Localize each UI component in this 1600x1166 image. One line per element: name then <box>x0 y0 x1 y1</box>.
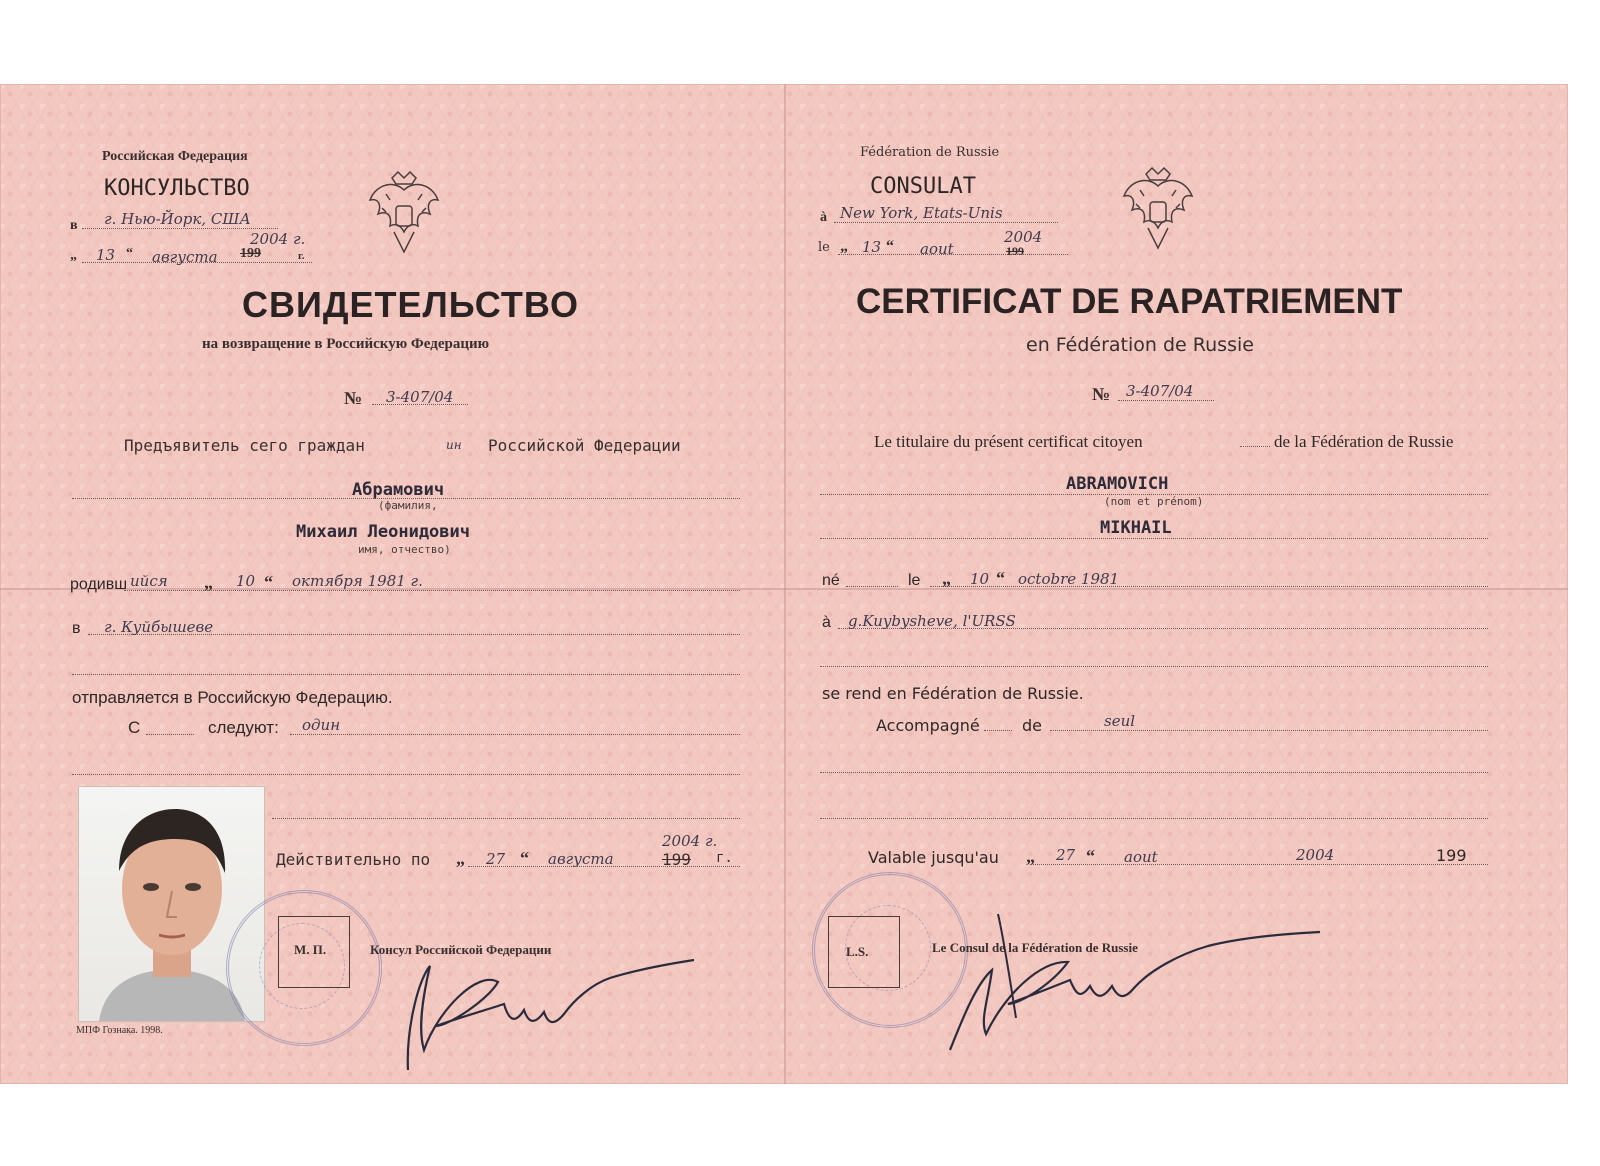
right-le-label: le <box>818 240 830 255</box>
right-bearer-line <box>1240 446 1270 447</box>
right-valid-day: 27 <box>1056 846 1076 864</box>
left-accomp-c-line <box>146 734 194 735</box>
left-date-month: августа <box>152 248 218 266</box>
left-valid-quote-close: “ <box>520 848 529 868</box>
right-accomp-line-2 <box>820 772 1488 773</box>
right-born-quote-close: “ <box>996 568 1005 588</box>
right-city: New York, Etats-Unis <box>840 204 1003 222</box>
left-bearer-suffix: ин <box>446 438 462 452</box>
left-title: СВИДЕТЕЛЬСТВО <box>242 284 579 325</box>
left-consul: Консул Российской Федерации <box>370 942 552 957</box>
right-date-day: 13 <box>862 238 882 256</box>
right-place-label: à <box>822 614 831 631</box>
left-accomp-line <box>290 734 740 735</box>
left-place: г. Куйбышеве <box>104 618 214 636</box>
left-valid-year-hand: 2004 г. <box>662 832 718 850</box>
right-number: 3-407/04 <box>1126 382 1194 400</box>
right-office: CONSULAT <box>870 174 976 199</box>
right-number-line <box>1118 400 1214 401</box>
right-country: Fédération de Russie <box>860 145 1000 160</box>
left-born-label: родивш <box>70 576 128 593</box>
left-city: г. Нью-Йорк, США <box>104 210 251 228</box>
right-place: g.Kuybysheve, l'URSS <box>848 612 1016 630</box>
right-place-line-2 <box>820 666 1488 667</box>
right-number-label: № <box>1092 384 1111 404</box>
right-bearer-federation: de la Fédération de Russie <box>1274 432 1454 451</box>
left-mp: М. П. <box>294 942 327 957</box>
left-born-line <box>124 590 740 591</box>
left-accomp-c: С <box>128 718 141 737</box>
left-place-label: в <box>72 620 81 637</box>
left-valid-label: Действительно по <box>276 850 431 869</box>
left-accomp-value: один <box>302 716 341 734</box>
right-city-line <box>834 222 1058 223</box>
right-given-name: MIKHAIL <box>1100 518 1172 538</box>
left-valid-day: 27 <box>486 850 506 868</box>
right-valid-year-printed: 199 <box>1436 846 1467 865</box>
right-subtitle: en Fédération de Russie <box>1026 334 1254 356</box>
right-born-label-line <box>846 586 898 587</box>
right-date-year-printed: 199 <box>1006 244 1024 258</box>
right-born-quote-open: „ <box>942 568 951 588</box>
right-accomp-line <box>1050 730 1488 731</box>
left-printer: МПФ Гознака. 1998. <box>76 1025 163 1036</box>
right-date-quote-close: “ <box>886 238 894 255</box>
right-bearer-text: Le titulaire du présent certificat citoyen <box>874 432 1143 451</box>
right-born-line <box>930 586 1488 587</box>
left-bearer-federation: Российской Федерации <box>488 436 681 455</box>
left-given-names: Михаил Леонидович <box>296 522 470 542</box>
right-valid-month: aout <box>1124 848 1158 866</box>
left-valid-quote-open: „ <box>456 848 465 868</box>
right-surname: ABRAMOVICH <box>1066 474 1169 494</box>
left-date-suffix: г. <box>298 250 305 262</box>
left-valid-suffix: г. <box>716 850 733 866</box>
left-in-label: в <box>70 218 78 233</box>
left-number: 3-407/04 <box>386 388 454 406</box>
left-given-caption: имя, отчество) <box>358 543 451 556</box>
left-born-month-year: октября 1981 г. <box>292 572 423 590</box>
right-extra-line <box>820 818 1488 819</box>
right-accomp-label: Accompagné <box>876 716 980 735</box>
right-born-label: né <box>822 572 840 589</box>
left-number-label: № <box>344 388 363 408</box>
left-bearer-text: Предъявитель сего граждан <box>124 436 365 455</box>
left-born-suffix: ийся <box>130 572 168 590</box>
left-born-quote-close: “ <box>264 572 273 592</box>
left-date-open: „ <box>70 248 77 263</box>
right-born-month-year: octobre 1981 <box>1018 570 1120 588</box>
left-accomp-line-2 <box>72 774 740 775</box>
right-accomp-de: de <box>1022 716 1042 735</box>
right-accomp-label-line <box>984 730 1012 731</box>
left-city-line <box>82 228 278 229</box>
right-valid-label: Valable jusqu'au <box>868 848 999 867</box>
right-in-label: à <box>820 210 827 225</box>
left-subtitle: на возвращение в Российскую Федерацию <box>202 336 490 352</box>
left-valid-month: августа <box>548 850 614 868</box>
right-goes-to: se rend en Fédération de Russie. <box>822 684 1084 703</box>
right-ls: L.S. <box>846 944 869 959</box>
right-valid-line <box>1030 864 1488 865</box>
russian-eagle-emblem-right <box>1118 166 1198 254</box>
right-accomp-value: seul <box>1104 712 1136 730</box>
left-date-close: “ <box>126 246 133 261</box>
right-date-quote-open: „ <box>840 238 848 255</box>
left-place-line-2 <box>72 674 740 675</box>
left-surname: Абрамович <box>352 480 445 500</box>
left-accomp-label: следуют: <box>208 718 279 737</box>
left-surname-caption: (фамилия, <box>378 499 438 512</box>
right-born-day: 10 <box>970 570 990 588</box>
left-valid-line <box>468 866 740 867</box>
left-date-year-hand: 2004 г. <box>250 230 306 248</box>
russian-eagle-emblem-left <box>364 170 444 258</box>
right-born-le: le <box>908 572 921 589</box>
right-date-month: aout <box>920 240 954 258</box>
left-born-quote-open: „ <box>204 572 213 592</box>
left-valid-year-printed: 199 <box>662 850 691 869</box>
right-valid-year-hand: 2004 <box>1296 846 1335 864</box>
right-valid-quote-close: “ <box>1086 846 1095 866</box>
left-country: Российская Федерация <box>102 149 248 164</box>
fold-line-vertical <box>784 84 786 1084</box>
right-consul: Le Consul de la Fédération de Russie <box>932 940 1138 955</box>
right-valid-quote-open: „ <box>1026 846 1035 866</box>
left-office: КОНСУЛЬСТВО <box>104 176 250 201</box>
consul-signature-right <box>940 900 1340 1060</box>
consul-signature-left <box>378 930 718 1080</box>
left-date-day: 13 <box>96 246 116 264</box>
left-extra-line <box>272 818 740 819</box>
right-given-line <box>820 538 1488 539</box>
left-date-year-printed: 199 <box>240 246 261 261</box>
right-title: CERTIFICAT DE RAPATRIEMENT <box>856 282 1403 321</box>
right-name-caption: (nom et prénom) <box>1104 495 1204 508</box>
right-date-year-hand: 2004 <box>1004 228 1043 246</box>
left-born-day: 10 <box>236 572 256 590</box>
left-goes-to: отправляется в Российскую Федерацию. <box>72 688 393 707</box>
